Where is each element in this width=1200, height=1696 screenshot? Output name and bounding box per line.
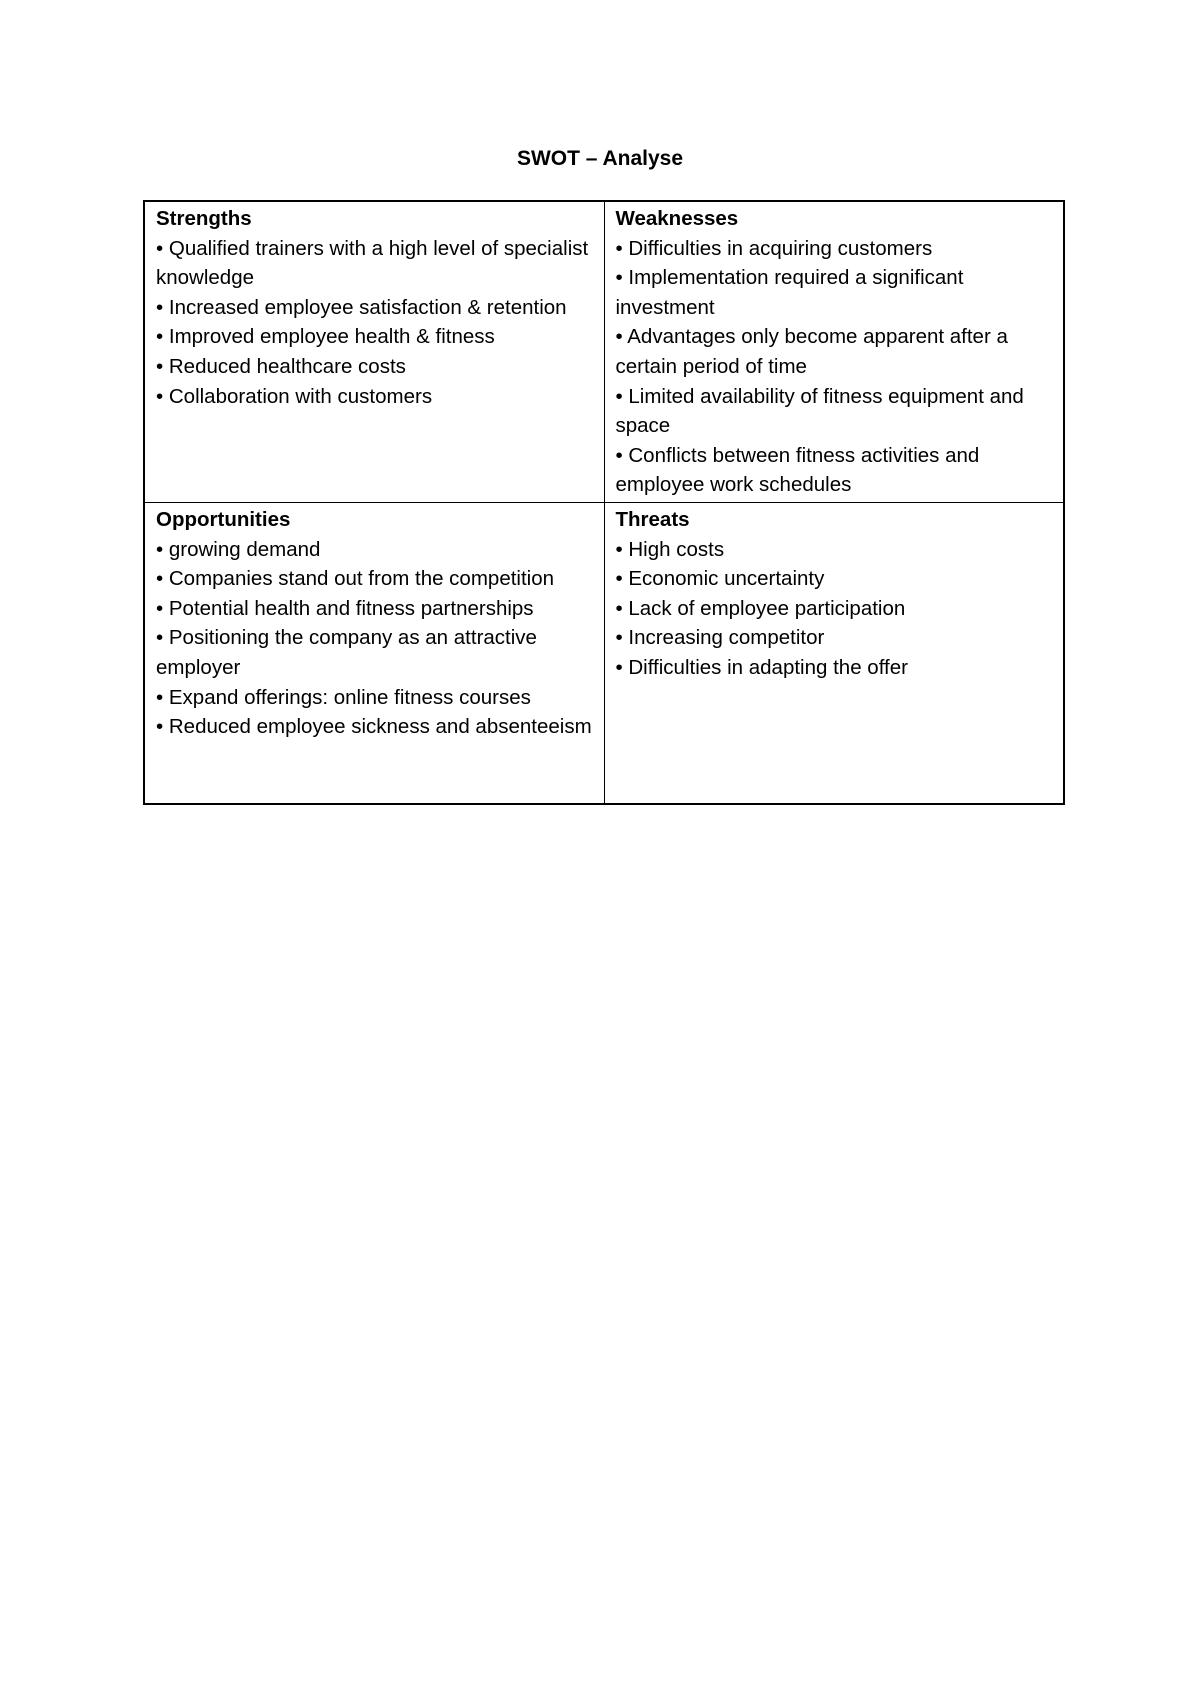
opportunities-cell — [144, 503, 604, 805]
list-item: • Expand offerings: online fitness courses — [156, 685, 531, 709]
strengths-cell — [144, 201, 604, 503]
list-item: • Positioning the company as an attractive employer — [156, 626, 537, 679]
list-item: • Increased employee satisfaction & retention — [156, 295, 567, 319]
list-item: • Qualified trainers with a high level of specialist knowledge — [156, 236, 589, 290]
list-item: • Increasing competitor — [615, 626, 825, 650]
list-item: • Reduced employee sickness and absenteeism — [156, 715, 592, 739]
swot-table — [143, 200, 1065, 805]
list-item: • Difficulties in adapting the offer — [615, 655, 908, 679]
list-item: • Lack of employee participation — [615, 596, 906, 620]
list-item: • Collaboration with customers — [156, 384, 433, 408]
threats-heading: Threats — [615, 508, 690, 531]
list-item: • Conflicts between fitness activities and employee work schedules — [615, 443, 980, 497]
list-item: • Implementation required a significant investment — [615, 266, 964, 319]
threats-list — [616, 535, 1056, 683]
page-title: SWOT – Analyse — [516, 147, 684, 170]
list-item: • Advantages only become apparent after a certain period of time — [615, 325, 1008, 378]
strengths-list — [156, 234, 596, 412]
list-item: • Companies stand out from the competition — [156, 567, 555, 591]
strengths-heading: Strengths — [156, 207, 252, 230]
list-item: • growing demand — [156, 537, 321, 561]
weaknesses-list — [616, 234, 1056, 500]
list-item: • Potential health and fitness partnerships — [156, 596, 534, 620]
weaknesses-heading: Weaknesses — [615, 207, 739, 230]
opportunities-list — [156, 535, 596, 742]
threats-cell — [604, 503, 1064, 805]
list-item: • High costs — [615, 537, 725, 561]
opportunities-heading: Opportunities — [156, 508, 291, 531]
list-item: • Difficulties in acquiring customers — [615, 236, 933, 260]
swot-row-bottom — [144, 503, 1064, 805]
list-item: • Economic uncertainty — [615, 567, 825, 591]
list-item: • Reduced healthcare costs — [156, 354, 406, 378]
swot-row-top — [144, 201, 1064, 503]
list-item: • Improved employee health & fitness — [156, 325, 495, 349]
list-item: • Limited availability of fitness equipment and space — [615, 384, 1024, 438]
weaknesses-cell — [604, 201, 1064, 503]
